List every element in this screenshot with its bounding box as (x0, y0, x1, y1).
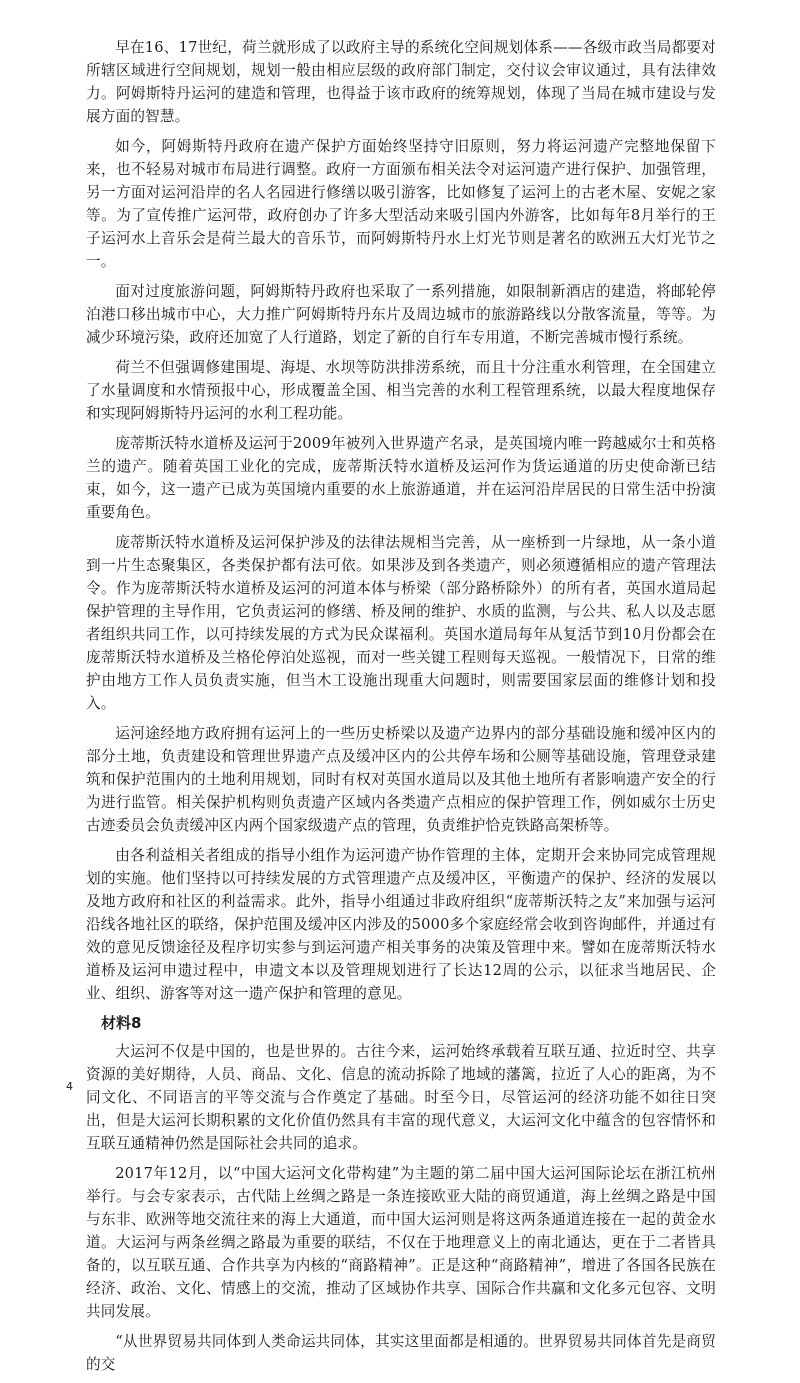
paragraph: 运河途经地方政府拥有运河上的一些历史桥梁以及遗产边界内的部分基础设施和缓冲区内的部分土地，负责建设和管理世界遗产点及缓冲区内的公共停车场和公厕等基础设施，管理登录建筑和保护范围内的土地利用规划，同时有权对英国水道局以及其他土地所有者影响遗产安全的行为进行监管。相关保护机构则负责遗产区域内各类遗产点相应的保护管理工作，例如威尔士历史古迹委员会负责缓冲区内两个国家级遗产点的管理，负责维护恰克铁路高架桥等。 (86, 725, 716, 834)
section-heading: 材料8 (101, 1014, 142, 1032)
paragraph: 由各利益相关者组成的指导小组作为运河遗产协作管理的主体，定期开会来协同完成管理规划的实施。他们坚持以可持续发展的方式管理遗产点及缓冲区，平衡遗产的保护、经济的发展以及地方政府和社区的利益需求。此外，指导小组通过非政府组织“庞蒂斯沃特之友”来加强与运河沿线各地社区的联络，保护范围及缓冲区内涉及的5000多个家庭经常会收到咨询邮件，并通过有效的意见反馈途径及程序切实参与到运河遗产相关事务的决策及管理中来。譬如在庞蒂斯沃特水道桥及运河申遗过程中，申遗文本以及管理规划进行了长达12周的公示，以征求当地居民、企业、组织、游客等对这一遗产保护和管理的意见。 (86, 847, 716, 1002)
paragraph: 庞蒂斯沃特水道桥及运河于2009年被列入世界遗产名录，是英国境内唯一跨越威尔士和英格兰的遗产。随着英国工业化的完成，庞蒂斯沃特水道桥及运河作为货运通道的历史使命渐已结束，如今，这一遗产已成为英国境内重要的水上旅游通道，并在运河沿岸居民的日常生活中扮演重要角色。 (86, 435, 716, 521)
paragraph: 荷兰不但强调修建围堤、海堤、水坝等防洪排涝系统，而且十分注重水利管理，在全国建立了水量调度和水情预报中心，形成覆盖全国、相当完善的水利工程管理系统，以最大程度地保存和实现阿姆斯特丹运河的水利工程功能。 (86, 359, 716, 422)
paragraph: 2017年12月，以“中国大运河文化带构建”为主题的第二届中国大运河国际论坛在浙江杭州举行。与会专家表示，古代陆上丝绸之路是一条连接欧亚大陆的商贸通道，海上丝绸之路是中国与东非、欧洲等地交流往来的海上大通道，而中国大运河则是将这两条通道连接在一起的黄金水道。大运河与两条丝绸之路最为重要的联结，不仅在于地理意义上的南北通达，更在于二者皆具备的，以互联互通、合作共享为内核的“商路精神”。正是这种“商路精神”，增进了各国各民族在经济、政治、文化、情感上的交流，推动了区域协作共享、国际合作共赢和文化多元包容、文明共同发展。 (86, 1165, 716, 1320)
page-number: 4 (66, 1080, 73, 1093)
paragraph: 如今，阿姆斯特丹政府在遗产保护方面始终坚持守旧原则，努力将运河遗产完整地保留下来，也不轻易对城市布局进行调整。政府一方面颁布相关法令对运河遗产进行保护、加强管理，另一方面对运河沿岸的名人名园进行修缮以吸引游客，比如修复了运河上的古老木屋、安妮之家等。为了宣传推广运河带，政府创办了许多大型活动来吸引国内外游客，比如每年8月举行的王子运河水上音乐会是荷兰最大的音乐节，而阿姆斯特丹水上灯光节则是著名的欧洲五大灯光节之一。 (86, 138, 716, 270)
document-body (86, 36, 716, 1383)
paragraph: “从世界贸易共同体到人类命运共同体，其实这里面都是相通的。世界贸易共同体首先是商贸的交 (86, 1333, 716, 1373)
paragraph: 早在16、17世纪，荷兰就形成了以政府主导的系统化空间规划体系——各级市政当局都要对所辖区域进行空间规划，规划一般由相应层级的政府部门制定，交付议会审议通过，具有法律效力。阿姆斯特丹运河的建造和管理，也得益于该市政府的统筹规划，体现了当局在城市建设与发展方面的智慧。 (86, 39, 716, 125)
paragraph: 大运河不仅是中国的，也是世界的。古往今来，运河始终承载着互联互通、拉近时空、共享资源的美好期待，人员、商品、文化、信息的流动拆除了地域的藩篱，拉近了人心的距离，为不同文化、不同语言的平等交流与合作奠定了基础。时至今日，尽管运河的经济功能不如往日突出，但是大运河长期积累的文化价值仍然具有丰富的现代意义，大运河文化中蕴含的包容情怀和互联互通精神仍然是国际社会共同的追求。 (86, 1043, 716, 1152)
paragraph: 面对过度旅游问题，阿姆斯特丹政府也采取了一系列措施，如限制新酒店的建造，将邮轮停泊港口移出城市中心，大力推广阿姆斯特丹东片及周边城市的旅游路线以分散客流量，等等。为减少环境污染，政府还加宽了人行道路，划定了新的自行车专用道，不断完善城市慢行系统。 (86, 283, 716, 346)
paragraph: 庞蒂斯沃特水道桥及运河保护涉及的法律法规相当完善，从一座桥到一片绿地，从一条小道到一片生态聚集区，各类保护都有法可依。如果涉及到各类遗产，则必须遵循相应的遗产管理法令。作为庞蒂斯沃特水道桥及运河的河道本体与桥梁（部分路桥除外）的所有者，英国水道局起保护管理的主导作用，它负责运河的修缮、桥及闸的维护、水质的监测，与公共、私人以及志愿者组织共同工作，以可持续发展的方式为民众谋福利。英国水道局每年从复活节到10月份都会在庞蒂斯沃特水道桥及兰格伦停泊处巡视，而对一些关键工程则每天巡视。一般情况下，日常的维护由地方工作人员负责实施，但当木工设施出现重大问题时，则需要国家层面的维修计划和投入。 (86, 534, 716, 712)
